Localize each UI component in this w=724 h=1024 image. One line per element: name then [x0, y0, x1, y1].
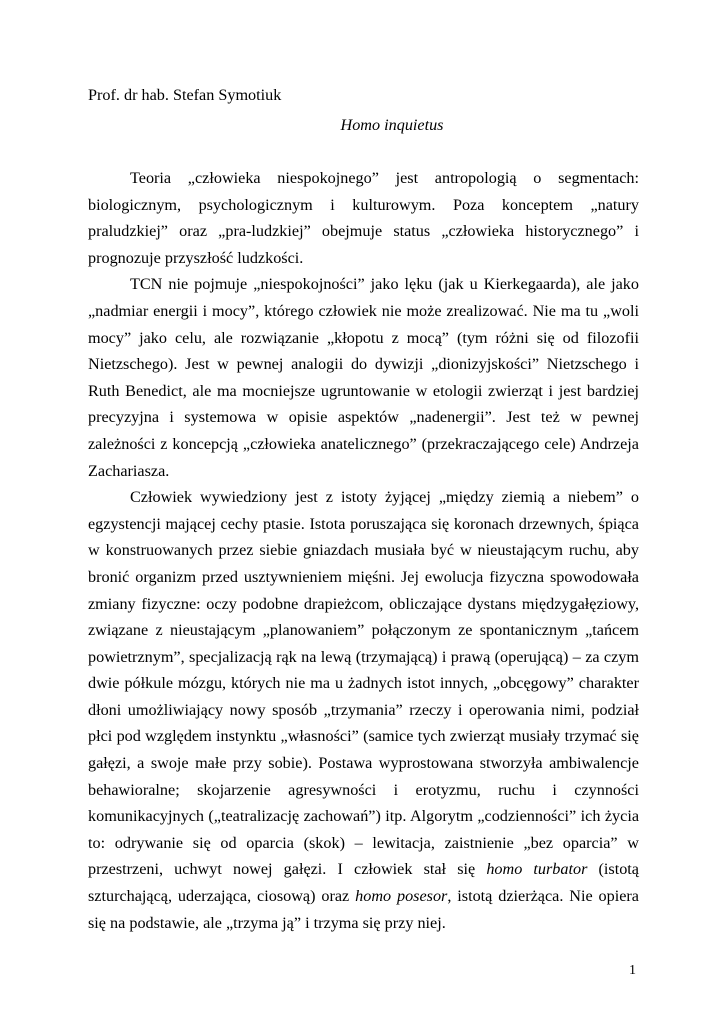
document-body [88, 165, 639, 936]
paragraph [88, 484, 639, 936]
paragraph-text: Teoria „człowieka niespokojnego” jest antropologią o segmentach: biologicznym, psychologicznym i kulturowym. Poza konceptem „natury praludzkiej” oraz „pra-ludzkiej” obejmuje status „człowieka historycznego” i prognozuje przyszłość ludzkości. [88, 169, 639, 267]
paragraph-text: TCN nie pojmuje „niespokojności” jako lęku (jak u Kierkegaarda), ale jako „nadmiar energii i mocy”, którego człowiek nie może zrealizować. Nie ma tu „woli mocy” jako celu, ale rozwiązanie „kłopotu z mocą” (tym różni się od filozofii Nietzschego). Jest w pewnej analogii do dywizji „dionizyjskości” Nietzschego i Ruth Benedict, ale ma mocniejsze ugruntowanie w etologii zwierząt i jest bardziej precyzyjna i systemowa w opisie aspektów „nadenergii”. Jest też w pewnej zależności z koncepcją „człowieka anatelicznego” (przekraczającego cele) Andrzeja Zachariasza. [88, 275, 639, 480]
paragraph-text: , istotą dzierżąca. Nie opiera się na podstawie, ale „trzyma ją” i trzyma się przy niej. [88, 887, 639, 932]
paragraph-text: (istotą szturchającą, uderzająca, ciosową) oraz [88, 860, 639, 906]
document-title: Homo inquietus [340, 116, 444, 134]
italic-term: homo turbator [486, 860, 588, 879]
paragraph [88, 165, 639, 271]
paragraph-text: Człowiek wywiedziony jest z istoty żyjącej „między ziemią a niebem” o egzystencji mającej cechy ptasie. Istota poruszająca się koronach drzewnych, śpiąca w konstruowanych przez siebie gniazdach musiała być w nieustającym ruchu, aby bronić organizm przed usztywnieniem mięśni. Jej ewolucja fizyczna spowodowała zmiany fizyczne: oczy podobne drapieżcom, obliczające dystans międzygałęziowy, związane z nieustającym „planowaniem” połączonym ze spontanicznym „tańcem powietrznym”, specjalizacją rąk na lewą (trzymającą) i prawą (operującą) – za czym dwie półkule mózgu, których nie ma u żadnych istot innych, „obcęgowy” charakter dłoni umożliwiający nowy sposób „trzymania” rzeczy i operowania nimi, podział płci pod względem instynktu „własności” (samice tych zwierząt musiały trzymać się gałęzi, a swoje małe przy sobie). Postawa wyprostowana stworzyła ambiwalencje behawioralne; skojarzenie agresywności i erotyzmu, ruchu i czynności komunikacyjnych („teatralizację zachowań”) itp. Algorytm „codzienności” ich życia to: odrywanie się od oparcia (skok) – lewitacja, zaistnienie „bez oparcia” w przestrzeni, uchwyt nowej gałęzi. I człowiek stał się [88, 488, 639, 879]
italic-term: homo posesor [355, 887, 448, 906]
author-line: Prof. dr hab. Stefan Symotiuk [88, 86, 282, 104]
paragraph [88, 271, 639, 484]
page-number: 1 [629, 963, 636, 978]
